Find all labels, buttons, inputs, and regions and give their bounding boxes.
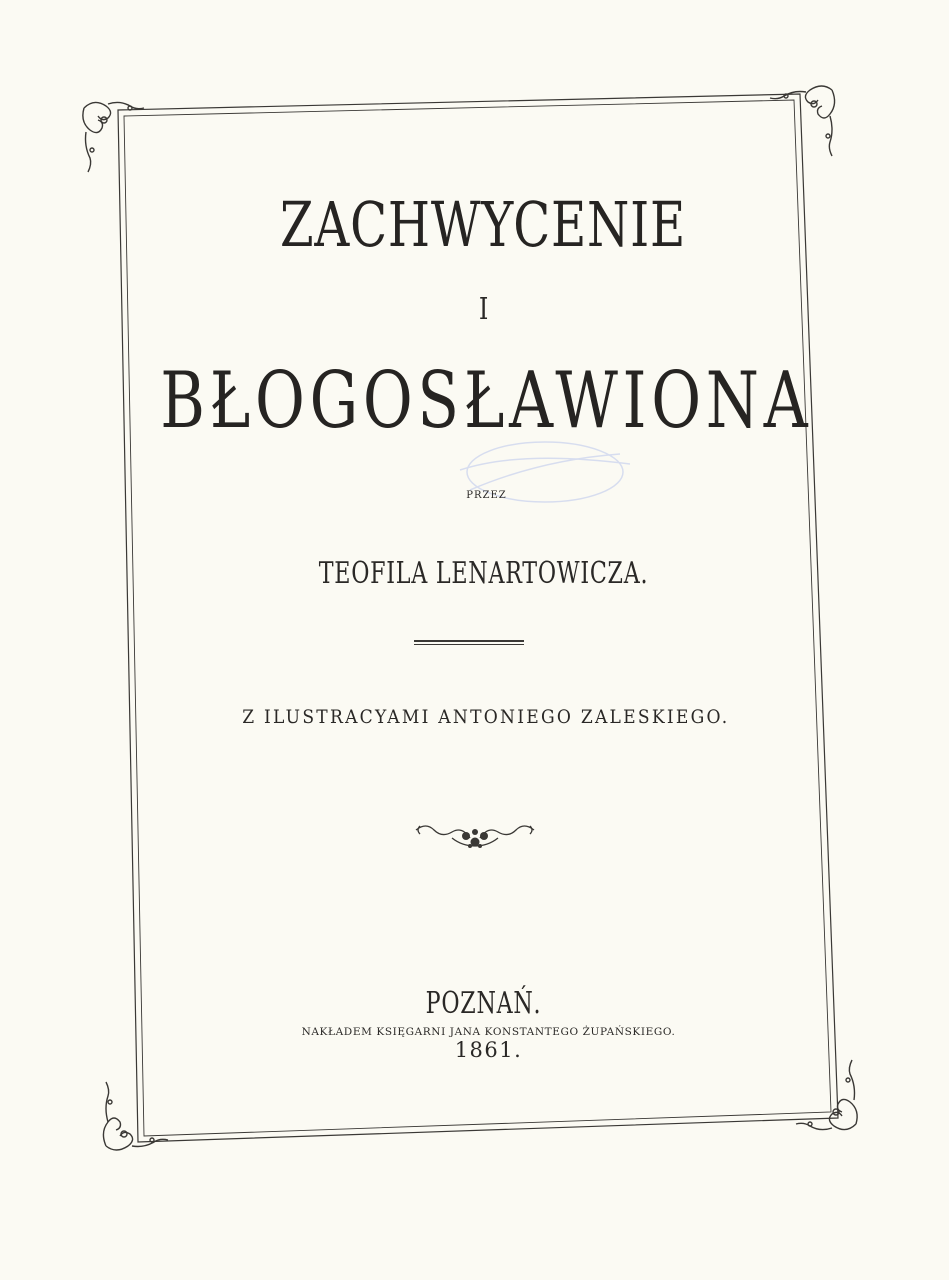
publication-city: POZNAŃ. <box>425 986 542 1021</box>
illustrations-credit: Z ILUSTRACYAMI ANTONIEGO ZALESKIEGO. <box>242 706 730 728</box>
corner-flourish-bottom-left <box>103 1082 168 1150</box>
publisher-line: NAKŁADEM KSIĘGARNI JANA KONSTANTEGO ŻUPAŃSKIEGO. <box>301 1026 676 1038</box>
publication-year: 1861. <box>454 1038 523 1062</box>
corner-flourish-top-left <box>83 102 144 172</box>
floral-ornament-icon <box>412 818 538 852</box>
title-line-2: BŁOGOSŁAWIONA <box>160 356 813 446</box>
title-line-1: ZACHWYCENIE <box>280 188 687 261</box>
author-name: TEOFILA LENARTOWICZA. <box>318 556 649 591</box>
title-conjunction: I <box>478 292 489 327</box>
by-word: PRZEZ <box>466 490 507 501</box>
double-rule-divider <box>414 640 524 645</box>
